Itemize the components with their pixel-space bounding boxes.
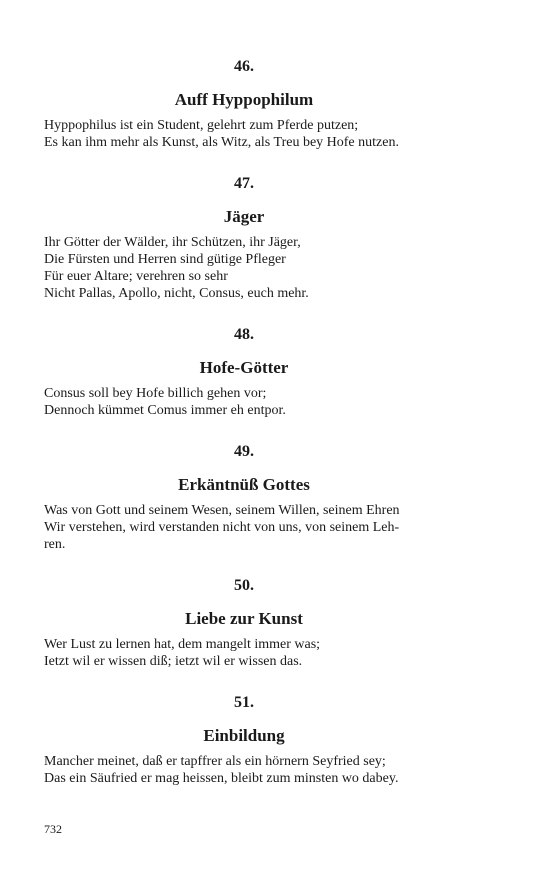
poem-body bbox=[44, 117, 444, 151]
poem-number: 48. bbox=[234, 326, 254, 343]
poem-line: Ihr Götter der Wälder, ihr Schützen, ihr Jäger, bbox=[44, 235, 301, 250]
poem-47 bbox=[44, 173, 444, 302]
poem-50 bbox=[44, 575, 444, 670]
poem-line: Wir verstehen, wird verstanden nicht von uns, von seinem Leh- bbox=[44, 520, 400, 535]
poem-line: Wer Lust zu lernen hat, dem mangelt immer was; bbox=[44, 637, 321, 652]
poem-title: Auff Hyppophilum bbox=[174, 90, 314, 109]
poem-title: Hofe-Götter bbox=[199, 358, 289, 377]
poem-line: Das ein Säufried er mag heissen, bleibt zum minsten wo dabey. bbox=[44, 771, 399, 786]
poem-number: 49. bbox=[234, 443, 254, 460]
poem-51 bbox=[44, 692, 444, 787]
poem-title: Einbildung bbox=[203, 726, 285, 745]
poem-line: Es kan ihm mehr als Kunst, als Witz, als Treu bey Hofe nutzen. bbox=[44, 135, 399, 150]
poem-line: Dennoch kümmet Comus immer eh entpor. bbox=[44, 403, 286, 418]
poem-body bbox=[44, 234, 444, 302]
poem-49 bbox=[44, 441, 444, 553]
poem-body bbox=[44, 502, 444, 553]
poem-list bbox=[44, 56, 444, 787]
page-number: 732 bbox=[44, 822, 62, 836]
poem-body bbox=[44, 636, 444, 670]
poem-line: Mancher meinet, daß er tapffrer als ein hörnern Seyfried sey; bbox=[44, 754, 386, 769]
poem-title: Liebe zur Kunst bbox=[185, 609, 303, 628]
poem-line: Hyppophilus ist ein Student, gelehrt zum Pferde putzen; bbox=[44, 118, 359, 133]
poem-number: 50. bbox=[234, 577, 254, 594]
poem-line: Consus soll bey Hofe billich gehen vor; bbox=[44, 386, 267, 401]
poem-line: Nicht Pallas, Apollo, nicht, Consus, euch mehr. bbox=[44, 286, 309, 301]
poem-number: 46. bbox=[234, 58, 254, 75]
poem-line: Ietzt wil er wissen diß; ietzt wil er wissen das. bbox=[44, 654, 303, 669]
poem-number: 47. bbox=[234, 175, 254, 192]
poem-48 bbox=[44, 324, 444, 419]
poem-title: Jäger bbox=[223, 207, 265, 226]
poem-line: ren. bbox=[44, 537, 66, 552]
poem-number: 51. bbox=[234, 694, 254, 711]
poem-title: Erkäntnüß Gottes bbox=[178, 475, 310, 494]
poem-body bbox=[44, 753, 444, 787]
poem-46 bbox=[44, 56, 444, 151]
poem-body bbox=[44, 385, 444, 419]
poem-line: Was von Gott und seinem Wesen, seinem Willen, seinem Ehren bbox=[44, 503, 400, 518]
poem-line: Für euer Altare; verehren so sehr bbox=[44, 269, 228, 284]
poem-line: Die Fürsten und Herren sind gütige Pfleger bbox=[44, 252, 286, 267]
